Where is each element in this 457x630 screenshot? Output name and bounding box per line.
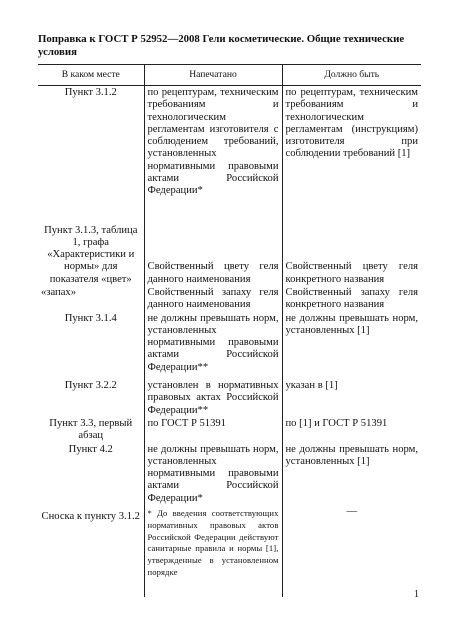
cell-printed: не должны превышать норм, установленных нормативными правовыми актами Российской Федерации* [144,443,282,505]
table-row [38,312,421,374]
table-row [38,374,421,417]
cell-where: Пункт 4.2 [68,443,113,455]
cell-should-be: по рецептурам, техническим требованиям и технологическим регламентам (инструкциям) изготовителя при соблюдении требований [1] [282,86,421,224]
cell-should-be: Свойственный запаху геля конкретного названия [282,286,421,312]
page-number: 1 [414,589,419,600]
table-row [38,417,421,443]
header-printed: Напечатано [144,65,282,86]
table-header-row [38,65,421,86]
cell-where: Пункт 3.1.2 [64,87,117,98]
cell-where: Пункт 3.3, первый абзац [49,417,133,442]
header-should-be: Должно быть [282,65,421,86]
cell-should-be: указан в [1] [282,374,421,417]
cell-should-be: по [1] и ГОСТ Р 51391 [282,417,421,443]
cell-should-be: не должны превышать норм, установленных [1] [282,312,421,374]
amendment-title: Поправка к ГОСТ Р 52952—2008 Гели косметические. Общие технические условия [38,33,405,58]
amendment-table [38,64,421,597]
cell-where: Сноска к пункту 3.1.2 [41,511,140,523]
table-row [38,286,421,312]
cell-printed: по рецептурам, техническим требованиям и технологическим регламентам изготовителя с соблюдением требований, установленных нормативными правовыми актами Российской Федерации* [144,86,282,224]
table-row [38,86,421,224]
cell-where: Пункт 3.2.2 [64,380,117,392]
cell-printed: * До введения соответствующих нормативных правовых актов Российской Федерации действуют санитарные правила и нормы [1], утвержденные в установленном порядке [144,505,282,597]
table-row [38,443,421,505]
table-row [38,224,421,286]
cell-printed: не должны превышать норм, установленных нормативными правовыми актами Российской Федерации** [144,312,282,374]
cell-should-be: Свойственный цвету геля конкретного названия [282,224,421,286]
table-row [38,505,421,597]
cell-where: Пункт 3.1.3, таблица 1, графа «Характеристики и нормы» для показателя «цвет» [44,224,138,285]
cell-should-be: не должны превышать норм, установленных [1] [282,443,421,505]
cell-printed: установлен в нормативных правовых актах Российской Федерации** [144,374,282,417]
header-where: В каком месте [38,65,144,86]
cell-should-be: — [282,505,421,597]
cell-printed: Свойственный цвету геля данного наименования [144,224,282,286]
cell-where: Пункт 3.1.4 [64,312,117,324]
cell-printed: Свойственный запаху геля данного наименования [144,286,282,312]
cell-where: «запах» [41,286,77,298]
cell-printed: по ГОСТ Р 51391 [144,417,282,443]
